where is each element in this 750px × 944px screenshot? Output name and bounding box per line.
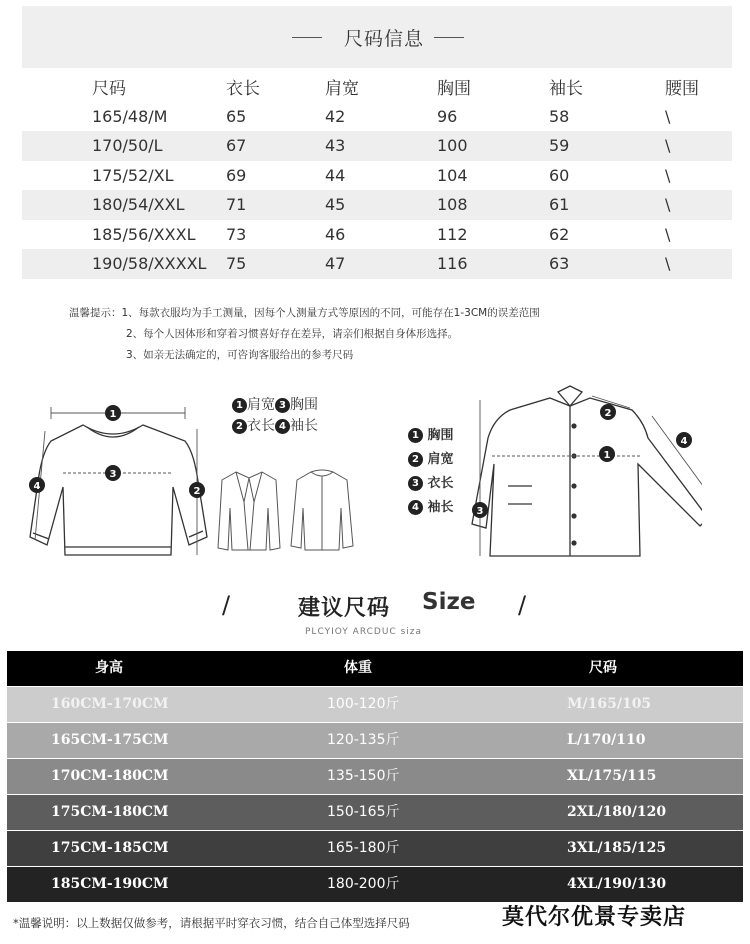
table-row — [22, 190, 732, 220]
cell-rec-size: M/165/105 — [567, 696, 652, 712]
legend-length: 衣长 — [247, 418, 275, 434]
svg-text:1: 1 — [109, 409, 117, 420]
cell-height: 175CM-185CM — [51, 840, 169, 856]
cell-weight: 100-120斤 — [327, 696, 400, 712]
cell-waist: \ — [657, 249, 732, 279]
cell-sleeve: 60 — [549, 165, 570, 185]
legend-right-2 — [408, 448, 454, 467]
badge-icon: 1 — [232, 398, 247, 413]
legend-row-2 — [232, 415, 318, 435]
cell-chest: 108 — [435, 190, 545, 220]
table-row — [22, 161, 732, 191]
header-chest: 胸围 — [437, 79, 471, 100]
svg-text:2: 2 — [604, 408, 612, 419]
measurement-diagrams — [0, 370, 750, 570]
legend-right-1 — [408, 424, 454, 443]
legend-right-3 — [408, 472, 454, 491]
recommend-table — [7, 651, 743, 903]
cell-weight: 120-135斤 — [327, 732, 400, 748]
cell-sleeve: 59 — [545, 131, 657, 161]
svg-text:2: 2 — [193, 486, 201, 497]
table-row — [22, 131, 732, 161]
cell-shoulder: 45 — [321, 190, 435, 220]
legend-sleeve: 袖长 — [290, 418, 318, 434]
cell-shoulder: 47 — [321, 249, 435, 279]
header-length: 衣长 — [226, 79, 260, 100]
cell-length: 75 — [212, 249, 321, 279]
suggest-subtitle: PLCYIOY ARCDUC siza — [305, 627, 423, 637]
title-dash-right — [434, 37, 464, 38]
cell-size: 175/52/XL — [92, 165, 174, 185]
cell-weight: 165-180斤 — [327, 840, 400, 856]
legend-shoulder: 肩宽 — [247, 397, 275, 413]
legend-row-1 — [232, 394, 318, 414]
cell-size: 180/54/XXL — [22, 190, 212, 220]
cell-height: 185CM-190CM — [51, 876, 169, 892]
cell-size: 185/56/XXXL — [92, 224, 196, 244]
cell-size: 165/48/M — [92, 106, 168, 126]
cell-shoulder: 44 — [325, 165, 346, 185]
cell-chest: 96 — [437, 106, 458, 126]
badge-icon: 3 — [275, 398, 290, 413]
cell-rec-size: XL/175/115 — [567, 768, 657, 784]
legend-right-label: 袖长 — [427, 500, 454, 515]
cell-weight: 150-165斤 — [327, 804, 400, 820]
note-line-2: 2、每个人因体形和穿着习惯喜好存在差异，请亲们根据自身体形选择。 — [126, 328, 459, 340]
header-sleeve: 袖长 — [549, 79, 583, 100]
legend-right-4 — [408, 496, 454, 515]
sweater-diagram — [25, 395, 215, 570]
cell-shoulder: 43 — [321, 131, 435, 161]
header-size: 尺码 — [92, 79, 126, 100]
header-weight: 体重 — [344, 660, 372, 676]
table-row — [7, 831, 743, 866]
header-height: 身高 — [95, 660, 123, 676]
svg-text:4: 4 — [680, 436, 688, 447]
table-row — [7, 867, 743, 902]
cell-weight: 135-150斤 — [327, 768, 400, 784]
badge-icon: 3 — [408, 476, 423, 491]
suggest-title: 建议尺码 — [298, 596, 391, 621]
recommend-header — [7, 651, 743, 686]
header-shoulder: 肩宽 — [325, 79, 359, 100]
cell-waist: \ — [665, 106, 671, 126]
cell-rec-size: 3XL/185/125 — [567, 840, 667, 856]
cell-sleeve: 62 — [549, 224, 570, 244]
badge-icon: 2 — [408, 452, 423, 467]
cell-length: 71 — [212, 190, 321, 220]
header-waist: 腰围 — [665, 79, 699, 100]
svg-text:3: 3 — [476, 506, 484, 517]
cell-height: 165CM-175CM — [51, 732, 169, 748]
size-table — [22, 72, 732, 279]
size-info-title: 尺码信息 — [343, 28, 424, 50]
badge-icon: 1 — [408, 428, 423, 443]
legend-right-label: 衣长 — [427, 476, 454, 491]
header-rec-size: 尺码 — [589, 660, 617, 676]
cell-waist: \ — [657, 131, 732, 161]
size-info-header — [22, 6, 732, 68]
note-line-1: 温馨提示：1、每款衣服均为手工测量，因每个人测量方式等原因的不同，可能存在1-3CM的误差范围 — [69, 307, 540, 319]
measurement-notes — [69, 303, 540, 366]
suggest-title-eng: Size — [422, 589, 476, 615]
cell-size: 170/50/L — [22, 131, 212, 161]
cell-chest: 116 — [435, 249, 545, 279]
table-row — [7, 723, 743, 758]
cell-sleeve: 63 — [545, 249, 657, 279]
cell-waist: \ — [665, 165, 671, 185]
suit-jacket-sketch-icon — [214, 468, 284, 554]
badge-icon: 4 — [275, 419, 290, 434]
cell-chest: 100 — [435, 131, 545, 161]
cell-length: 73 — [226, 224, 247, 244]
svg-text:3: 3 — [109, 469, 117, 480]
legend-right-label: 胸围 — [427, 428, 454, 443]
footer-note: *温馨说明：以上数据仅做参考，请根据平时穿衣习惯，结合自己体型选择尺码 — [13, 916, 410, 930]
cell-shoulder: 42 — [325, 106, 346, 126]
slash-right: / — [518, 591, 527, 619]
table-row — [7, 795, 743, 830]
cell-weight: 180-200斤 — [327, 876, 400, 892]
suggest-size-header — [0, 585, 750, 640]
table-row — [7, 759, 743, 794]
zip-jacket-sketch-icon — [287, 468, 357, 554]
legend-chest: 胸围 — [290, 397, 318, 413]
cell-chest: 104 — [437, 165, 468, 185]
cell-shoulder: 46 — [325, 224, 346, 244]
slash-left: / — [222, 591, 231, 619]
table-row — [22, 249, 732, 279]
cell-height: 170CM-180CM — [51, 768, 169, 784]
legend-right-label: 肩宽 — [427, 452, 454, 467]
cell-sleeve: 61 — [545, 190, 657, 220]
cell-rec-size: 2XL/180/120 — [567, 804, 667, 820]
cell-height: 160CM-170CM — [51, 696, 169, 712]
cell-length: 67 — [212, 131, 321, 161]
size-table-header — [22, 72, 732, 102]
cell-waist: \ — [657, 190, 732, 220]
cell-rec-size: L/170/110 — [567, 732, 646, 748]
cell-sleeve: 58 — [549, 106, 570, 126]
cell-chest: 112 — [437, 224, 468, 244]
note-line-3: 3、如亲无法确定的，可咨询客服给出的参考尺码 — [126, 349, 354, 361]
cell-rec-size: 4XL/190/130 — [567, 876, 667, 892]
badge-icon: 2 — [232, 419, 247, 434]
cell-waist: \ — [665, 224, 671, 244]
cell-size: 190/58/XXXXL — [22, 249, 212, 279]
table-row — [22, 220, 732, 250]
svg-text:4: 4 — [33, 481, 41, 492]
shop-name: 莫代尔优景专卖店 — [502, 905, 687, 930]
badge-icon: 4 — [408, 500, 423, 515]
title-dash-left — [292, 37, 322, 38]
shirt-diagram — [462, 378, 702, 568]
table-row — [7, 687, 743, 722]
cell-length: 65 — [226, 106, 247, 126]
svg-text:1: 1 — [603, 450, 611, 461]
cell-height: 175CM-180CM — [51, 804, 169, 820]
cell-length: 69 — [226, 165, 247, 185]
table-row — [22, 102, 732, 132]
